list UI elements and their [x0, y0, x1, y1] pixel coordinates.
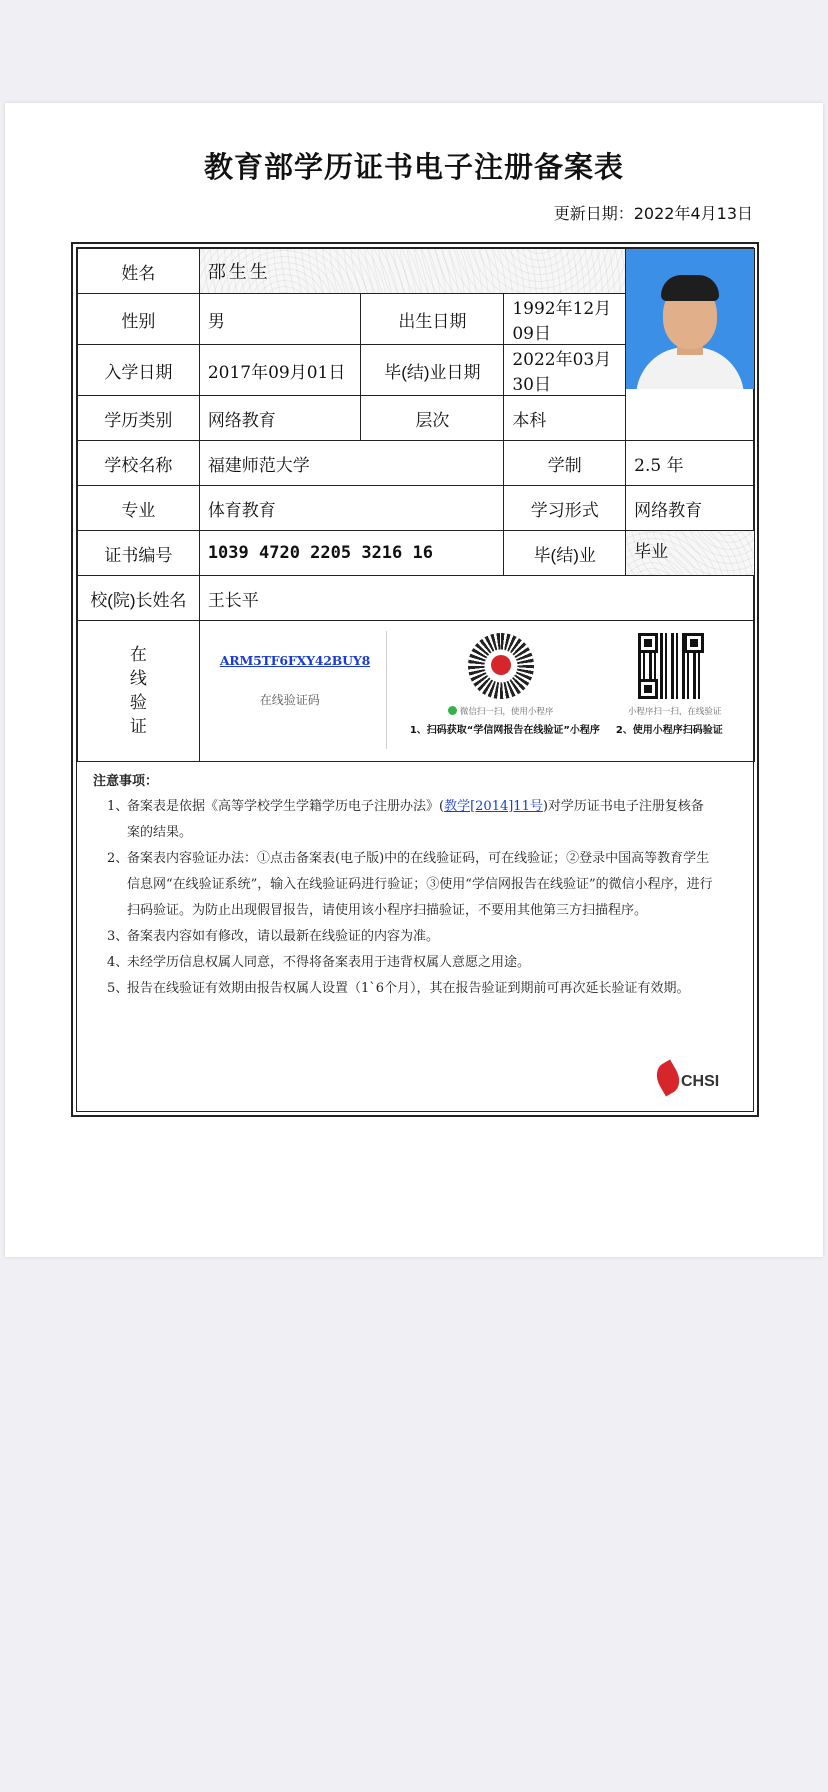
major-label: 专业: [78, 486, 200, 531]
chsi-logo: [655, 1063, 735, 1097]
duration-label: 学制: [504, 441, 626, 486]
note-item: 1、 备案表是依据《高等学校学生学籍学历电子注册办法》(教学[2014]11号)对学历证书电子注册复核备案的结果。: [107, 799, 704, 840]
note-item: 5、 报告在线验证有效期由报告权属人设置（1`6个月），其在报告验证到期前可再次延长验证有效期。: [107, 981, 690, 996]
study-form-label: 学习形式: [504, 486, 626, 531]
record-table: [77, 248, 755, 762]
duration-value: 2.5 年: [626, 441, 755, 486]
verify-char: 线: [129, 669, 147, 688]
grad-date-label: 毕(结)业日期: [361, 345, 504, 396]
note-item: 2、 备案表内容验证办法：①点击备案表(电子版)中的在线验证码，可在线验证；②登录中国高等教育学生信息网“在线验证系统”，输入在线验证码进行验证；③使用“学信网报告在线验证”的微信小程序，进行扫码验证。为防止出现假冒报告，请使用该小程序扫描验证，不要用其他第三方扫描程序。: [107, 851, 713, 918]
verify-char: 在: [129, 645, 147, 664]
verify-code-link[interactable]: ARM5TF6FXY42BUY8: [219, 653, 371, 668]
level-value: 本科: [504, 396, 626, 441]
gender-label: 性别: [78, 294, 200, 345]
chsi-logo-icon: [491, 655, 511, 675]
level-label: 层次: [361, 396, 504, 441]
birth-value: 1992年12月09日: [504, 294, 626, 345]
name-value: 邵生生: [199, 249, 625, 294]
study-form-value: 网络教育: [626, 486, 755, 531]
divider: [386, 631, 387, 749]
grad-date-value: 2022年03月30日: [504, 345, 626, 396]
cert-no-value: 1039 4720 2205 3216 16: [199, 531, 504, 576]
wechat-icon: [448, 706, 457, 715]
birth-label: 出生日期: [361, 294, 504, 345]
grad-status-value: 毕业: [626, 531, 755, 576]
page-title: 教育部学历证书电子注册备案表: [203, 150, 624, 184]
verify-code-caption: 在线验证码: [259, 693, 320, 707]
note-item: 3、 备案表内容如有修改，请以最新在线验证的内容为准。: [107, 929, 440, 944]
president-label: 校(院)长姓名: [78, 576, 200, 621]
verify-label: [78, 621, 200, 762]
mini-hint: 微信扫一扫，使用小程序: [448, 705, 554, 717]
major-value: 体育教育: [199, 486, 504, 531]
school-label: 学校名称: [78, 441, 200, 486]
record-inner: [76, 247, 754, 1112]
verify-area: [200, 621, 754, 761]
qr-code[interactable]: [638, 633, 704, 699]
enroll-label: 入学日期: [78, 345, 200, 396]
qr-finder: [638, 679, 658, 699]
note-item: 4、 未经学历信息权属人同意，不得将备案表用于违背权属人意愿之用途。: [107, 955, 531, 970]
qr-finder: [684, 633, 704, 653]
photo-hair: [661, 275, 719, 301]
verify-char: 证: [129, 717, 147, 736]
category-value: 网络教育: [199, 396, 361, 441]
qr-hint: 小程序扫一扫，在线验证: [627, 707, 722, 717]
student-photo: [626, 249, 754, 389]
name-label: 姓名: [78, 249, 200, 294]
chsi-swoosh-icon: [651, 1060, 685, 1097]
verify-cell: [199, 621, 754, 762]
category-label: 学历类别: [78, 396, 200, 441]
enroll-value: 2017年09月01日: [199, 345, 361, 396]
photo-cell: [626, 249, 755, 441]
president-value: 王长平: [199, 576, 754, 621]
chsi-logo-text: CHSI: [681, 1073, 720, 1090]
cert-no-label: 证书编号: [78, 531, 200, 576]
notes-section: [93, 768, 713, 1002]
qr-step: 2、使用小程序扫码验证: [615, 725, 723, 736]
record-frame: [71, 242, 759, 1117]
policy-link[interactable]: 教学[2014]11号: [444, 799, 543, 814]
gender-value: 男: [199, 294, 361, 345]
notes-title: 注意事项：: [93, 773, 159, 788]
verify-char: 验: [129, 693, 147, 712]
registration-sheet: [5, 103, 823, 1257]
qr-finder: [638, 633, 658, 653]
grad-status-label: 毕(结)业: [504, 531, 626, 576]
mini-step: 1、扫码获取“学信网报告在线验证”小程序: [409, 725, 600, 736]
school-value: 福建师范大学: [199, 441, 504, 486]
update-date: 更新日期：2022年4月13日: [553, 204, 753, 223]
